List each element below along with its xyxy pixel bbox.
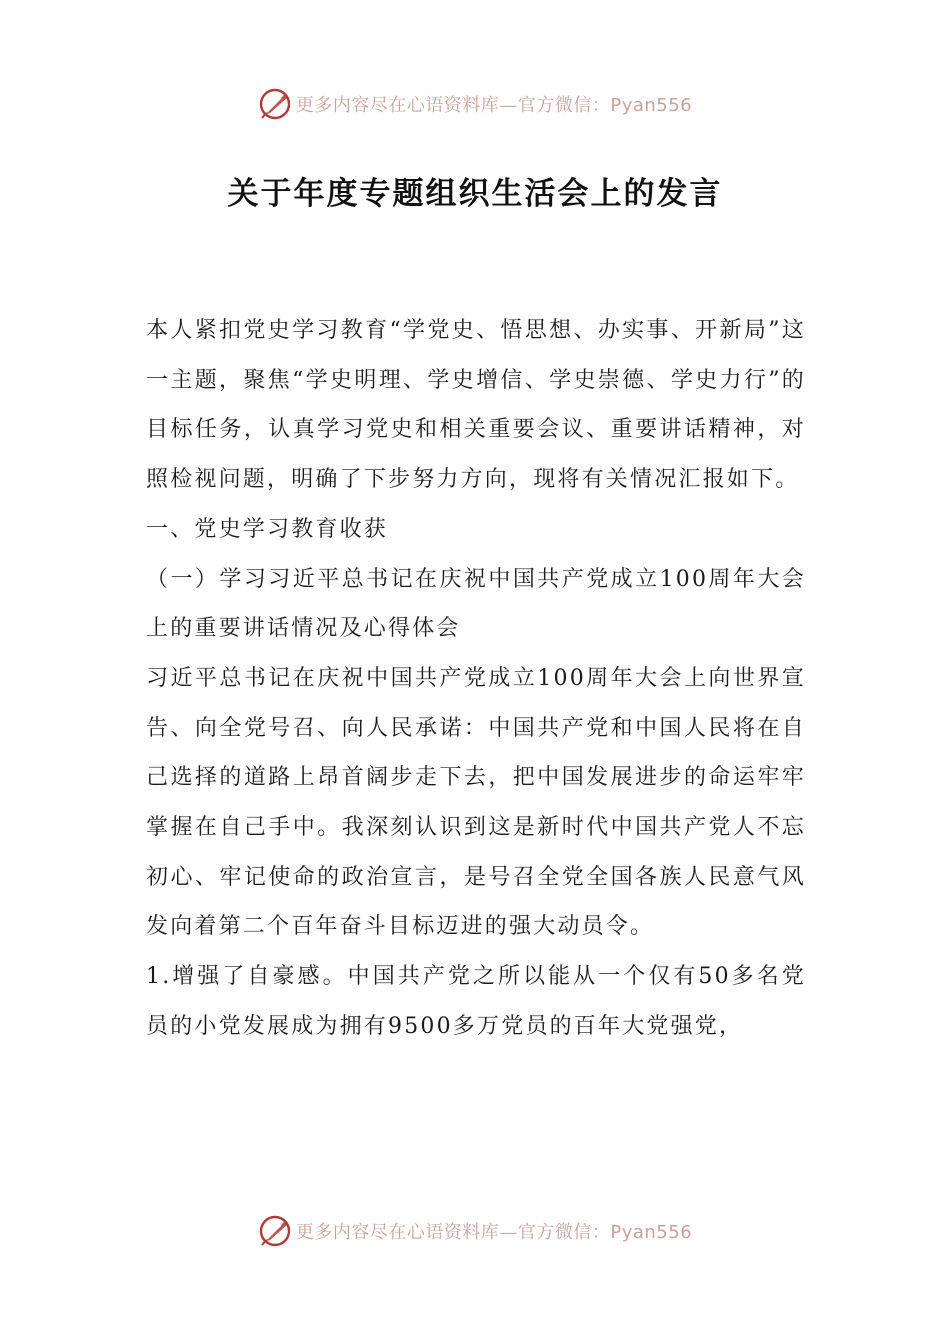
document-title: 关于年度专题组织生活会上的发言: [227, 176, 723, 212]
heading-section-1: 一、党史学习教育收获: [146, 516, 389, 542]
paragraph-point-1: 1.增强了自豪感。中国共产党之所以能从一个仅有50多名党员的小党发展成为拥有9500多万党员的百年大党强党，: [146, 964, 806, 1039]
banner-site-name: 更多内容尽在心语资料库: [295, 1222, 500, 1243]
footer-banner: [0, 1211, 950, 1251]
paragraph-speech: 习近平总书记在庆祝中国共产党成立100周年大会上向世界宣告、向全党号召、向人民承诺：中国共产党和中国人民将在自己选择的道路上昂首阔步走下去，把中国发展进步的命运牢牢掌握在自己手中。我深刻认识到这是新时代中国共产党人不忘初心、牢记使命的政治宣言，是号召全党全国各族人民意气风发向着第二个百年奋斗目标迈进的强大动员令。: [146, 665, 806, 940]
banner-wechat-label: 官方微信：: [517, 95, 611, 116]
document-body: [146, 306, 806, 1052]
heading-subsection-1: （一）学习习近平总书记在庆祝中国共产党成立100周年大会上的重要讲话情况及心得体会: [146, 566, 806, 642]
header-banner: [0, 84, 950, 124]
paragraph-intro: 本人紧扣党史学习教育“学党史、悟思想、办实事、开新局”这一主题，聚焦“学史明理、学史增信、学史崇德、学史力行”的目标任务，认真学习党史和相关重要会议、重要讲话精神，对照检视问题，明确了下步努力方向，现将有关情况汇报如下。: [146, 318, 806, 493]
banner-site-name: 更多内容尽在心语资料库: [295, 95, 500, 116]
banner-text: [296, 91, 692, 117]
banner-separator: —: [499, 95, 518, 116]
quill-logo-icon: [258, 87, 292, 121]
quill-logo-icon: [258, 1214, 292, 1248]
banner-wechat-label: 官方微信：: [517, 1222, 611, 1243]
banner-wechat-id: Pyan556: [610, 1222, 693, 1243]
banner-text: [296, 1218, 692, 1244]
banner-wechat-id: Pyan556: [610, 95, 693, 116]
banner-separator: —: [499, 1222, 518, 1243]
